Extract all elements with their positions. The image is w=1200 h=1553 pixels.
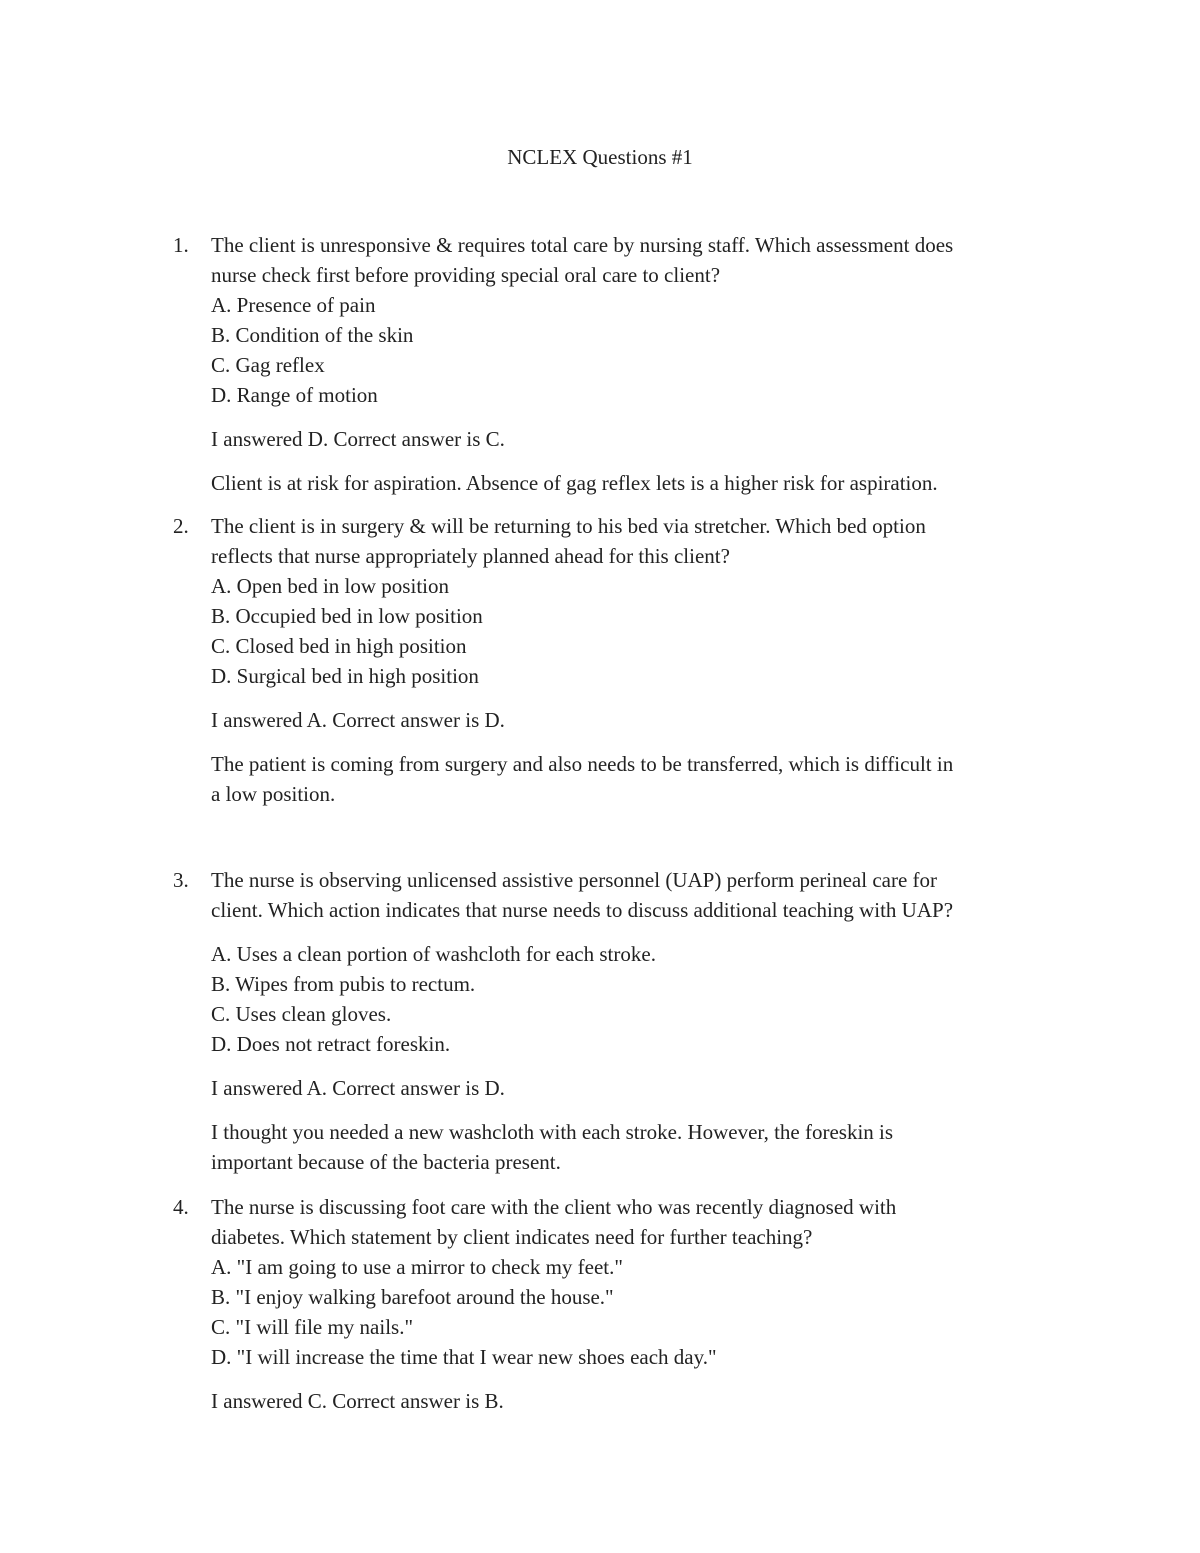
question-stem-line: The nurse is discussing foot care with the client who was recently diagnosed with [211,1195,897,1219]
answer-option: C. Closed bed in high position [211,634,467,658]
answer-option: C. "I will file my nails." [211,1315,414,1339]
answer-result: I answered C. Correct answer is B. [211,1389,504,1413]
answer-option: D. "I will increase the time that I wear new shoes each day." [211,1345,717,1369]
question-3 [173,865,1053,1177]
question-stem-line: nurse check first before providing special oral care to client? [211,263,721,287]
answer-option: C. Gag reflex [211,353,325,377]
answer-result: I answered A. Correct answer is D. [211,708,505,732]
answer-option: A. "I am going to use a mirror to check my feet." [211,1255,623,1279]
page-title: NCLEX Questions #1 [507,145,693,169]
question-2 [173,511,1053,809]
answer-option: B. "I enjoy walking barefoot around the house." [211,1285,614,1309]
question-4 [173,1192,1053,1416]
answer-option: D. Surgical bed in high position [211,664,479,688]
question-number: 4. [173,1195,189,1219]
rationale-line: a low position. [211,782,336,806]
rationale-line: I thought you needed a new washcloth with each stroke. However, the foreskin is [211,1120,894,1144]
question-stem-line: The nurse is observing unlicensed assistive personnel (UAP) perform perineal care for [211,868,938,892]
question-stem-line: reflects that nurse appropriately planned ahead for this client? [211,544,730,568]
question-stem-line: The client is unresponsive & requires total care by nursing staff. Which assessment does [211,233,954,257]
question-1 [173,230,1053,498]
question-number: 3. [173,868,189,892]
answer-option: B. Condition of the skin [211,323,414,347]
question-number: 1. [173,233,189,257]
answer-option: D. Does not retract foreskin. [211,1032,451,1056]
answer-result: I answered A. Correct answer is D. [211,1076,505,1100]
question-number: 2. [173,514,189,538]
answer-result: I answered D. Correct answer is C. [211,427,505,451]
answer-option: B. Wipes from pubis to rectum. [211,972,476,996]
answer-option: C. Uses clean gloves. [211,1002,392,1026]
rationale-line: important because of the bacteria present. [211,1150,561,1174]
answer-option: A. Open bed in low position [211,574,449,598]
rationale-line: Client is at risk for aspiration. Absence of gag reflex lets is a higher risk for aspiration. [211,471,938,495]
answer-option: D. Range of motion [211,383,378,407]
rationale-line: The patient is coming from surgery and also needs to be transferred, which is difficult in [211,752,954,776]
question-stem-line: The client is in surgery & will be returning to his bed via stretcher. Which bed option [211,514,926,538]
answer-option: B. Occupied bed in low position [211,604,483,628]
question-stem-line: client. Which action indicates that nurse needs to discuss additional teaching with UAP? [211,898,954,922]
question-stem-line: diabetes. Which statement by client indicates need for further teaching? [211,1225,813,1249]
answer-option: A. Uses a clean portion of washcloth for each stroke. [211,942,656,966]
answer-option: A. Presence of pain [211,293,376,317]
